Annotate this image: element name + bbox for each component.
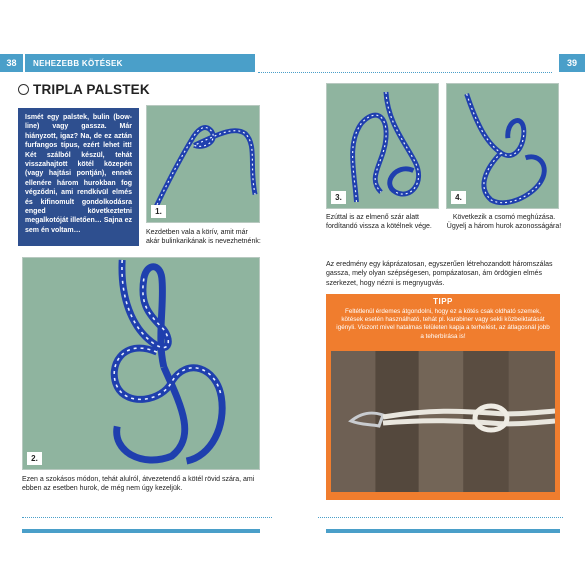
- step-2-number: 2.: [27, 452, 42, 465]
- step-2-caption: Ezen a szokásos módon, tehát alulról, átvezetendő a kötél rövid szára, ami ebben az esetben hurok, de még nem úgy kezeljük.: [22, 476, 255, 493]
- section-header: NEHEZEBB KÖTÉSEK: [25, 54, 255, 72]
- header-rule: [258, 72, 552, 74]
- step-1-photo: [146, 105, 260, 223]
- rope-image: [327, 84, 438, 208]
- tip-label: TIPP: [433, 297, 453, 306]
- intro-box: Ismét egy palstek, bulin (bow-line) vagy gassza. Már hiányzott, igaz? Na, de ez aztán furfangos típus, ezért lehet itt! Két szálból készül, tehát visszahajtott kötél közepén (vagy hajtási pontján), ennek ellenére három hurokban fog végződni, ami rendkívül elmés és kifinomult gondolkodásra enged következtetni megalkotóját illetően… Sajna ez sem én voltam…: [18, 108, 139, 246]
- footer-dotted-rule-left: [22, 517, 272, 518]
- footer-bar-left: [22, 529, 260, 533]
- right-page-number: 39: [559, 54, 585, 72]
- step-3-caption: Ezúttal is az elmenő szár alatt fordítandó vissza a kötélnek vége.: [326, 214, 432, 231]
- step-3-number: 3.: [331, 191, 346, 204]
- step-4-photo: [446, 83, 559, 209]
- step-1-caption: Kezdetben vala a körív, amit már akár bulinkarikának is nevezhetnénk:: [146, 229, 261, 246]
- step-4-number: 4.: [451, 191, 466, 204]
- rope-image: [23, 258, 259, 469]
- footer-bar-right: [326, 529, 560, 533]
- tip-box: [326, 294, 560, 500]
- tip-photo: [331, 351, 555, 492]
- result-text: Az eredmény egy káprázatosan, egyszerűen létrehozandott háromszálas gassza, mely olyan szépségesen, pompázatosan, ám ördögien elmés szerkezet, hogy nézni is megnyugvás.: [326, 261, 553, 287]
- tip-text: Feltétlenül érdemes átgondolni, hogy ez a kötés csak oldható szemek, kötések esetén használható, tehát pl. karabiner vagy sekli közbeiktatását igényli. Viszont mivel hatalmas felületen kapja a terhelést, az átlagosnál jobb a teherbírása is!: [336, 308, 550, 340]
- step-4-caption: Következik a csomó meghúzása. Ügyelj a három hurok azonosságára!: [446, 214, 562, 231]
- page-title: [18, 80, 150, 98]
- rope-image: [447, 84, 558, 208]
- left-page-number: 38: [0, 54, 23, 72]
- step-3-photo: [326, 83, 439, 209]
- page-title-text: TRIPLA PALSTEK: [33, 81, 150, 97]
- footer-dotted-rule-right: [318, 517, 563, 518]
- step-1-number: 1.: [151, 205, 166, 218]
- circle-icon: [18, 84, 29, 95]
- wood-rope-image: [331, 351, 555, 492]
- step-2-photo: [22, 257, 260, 470]
